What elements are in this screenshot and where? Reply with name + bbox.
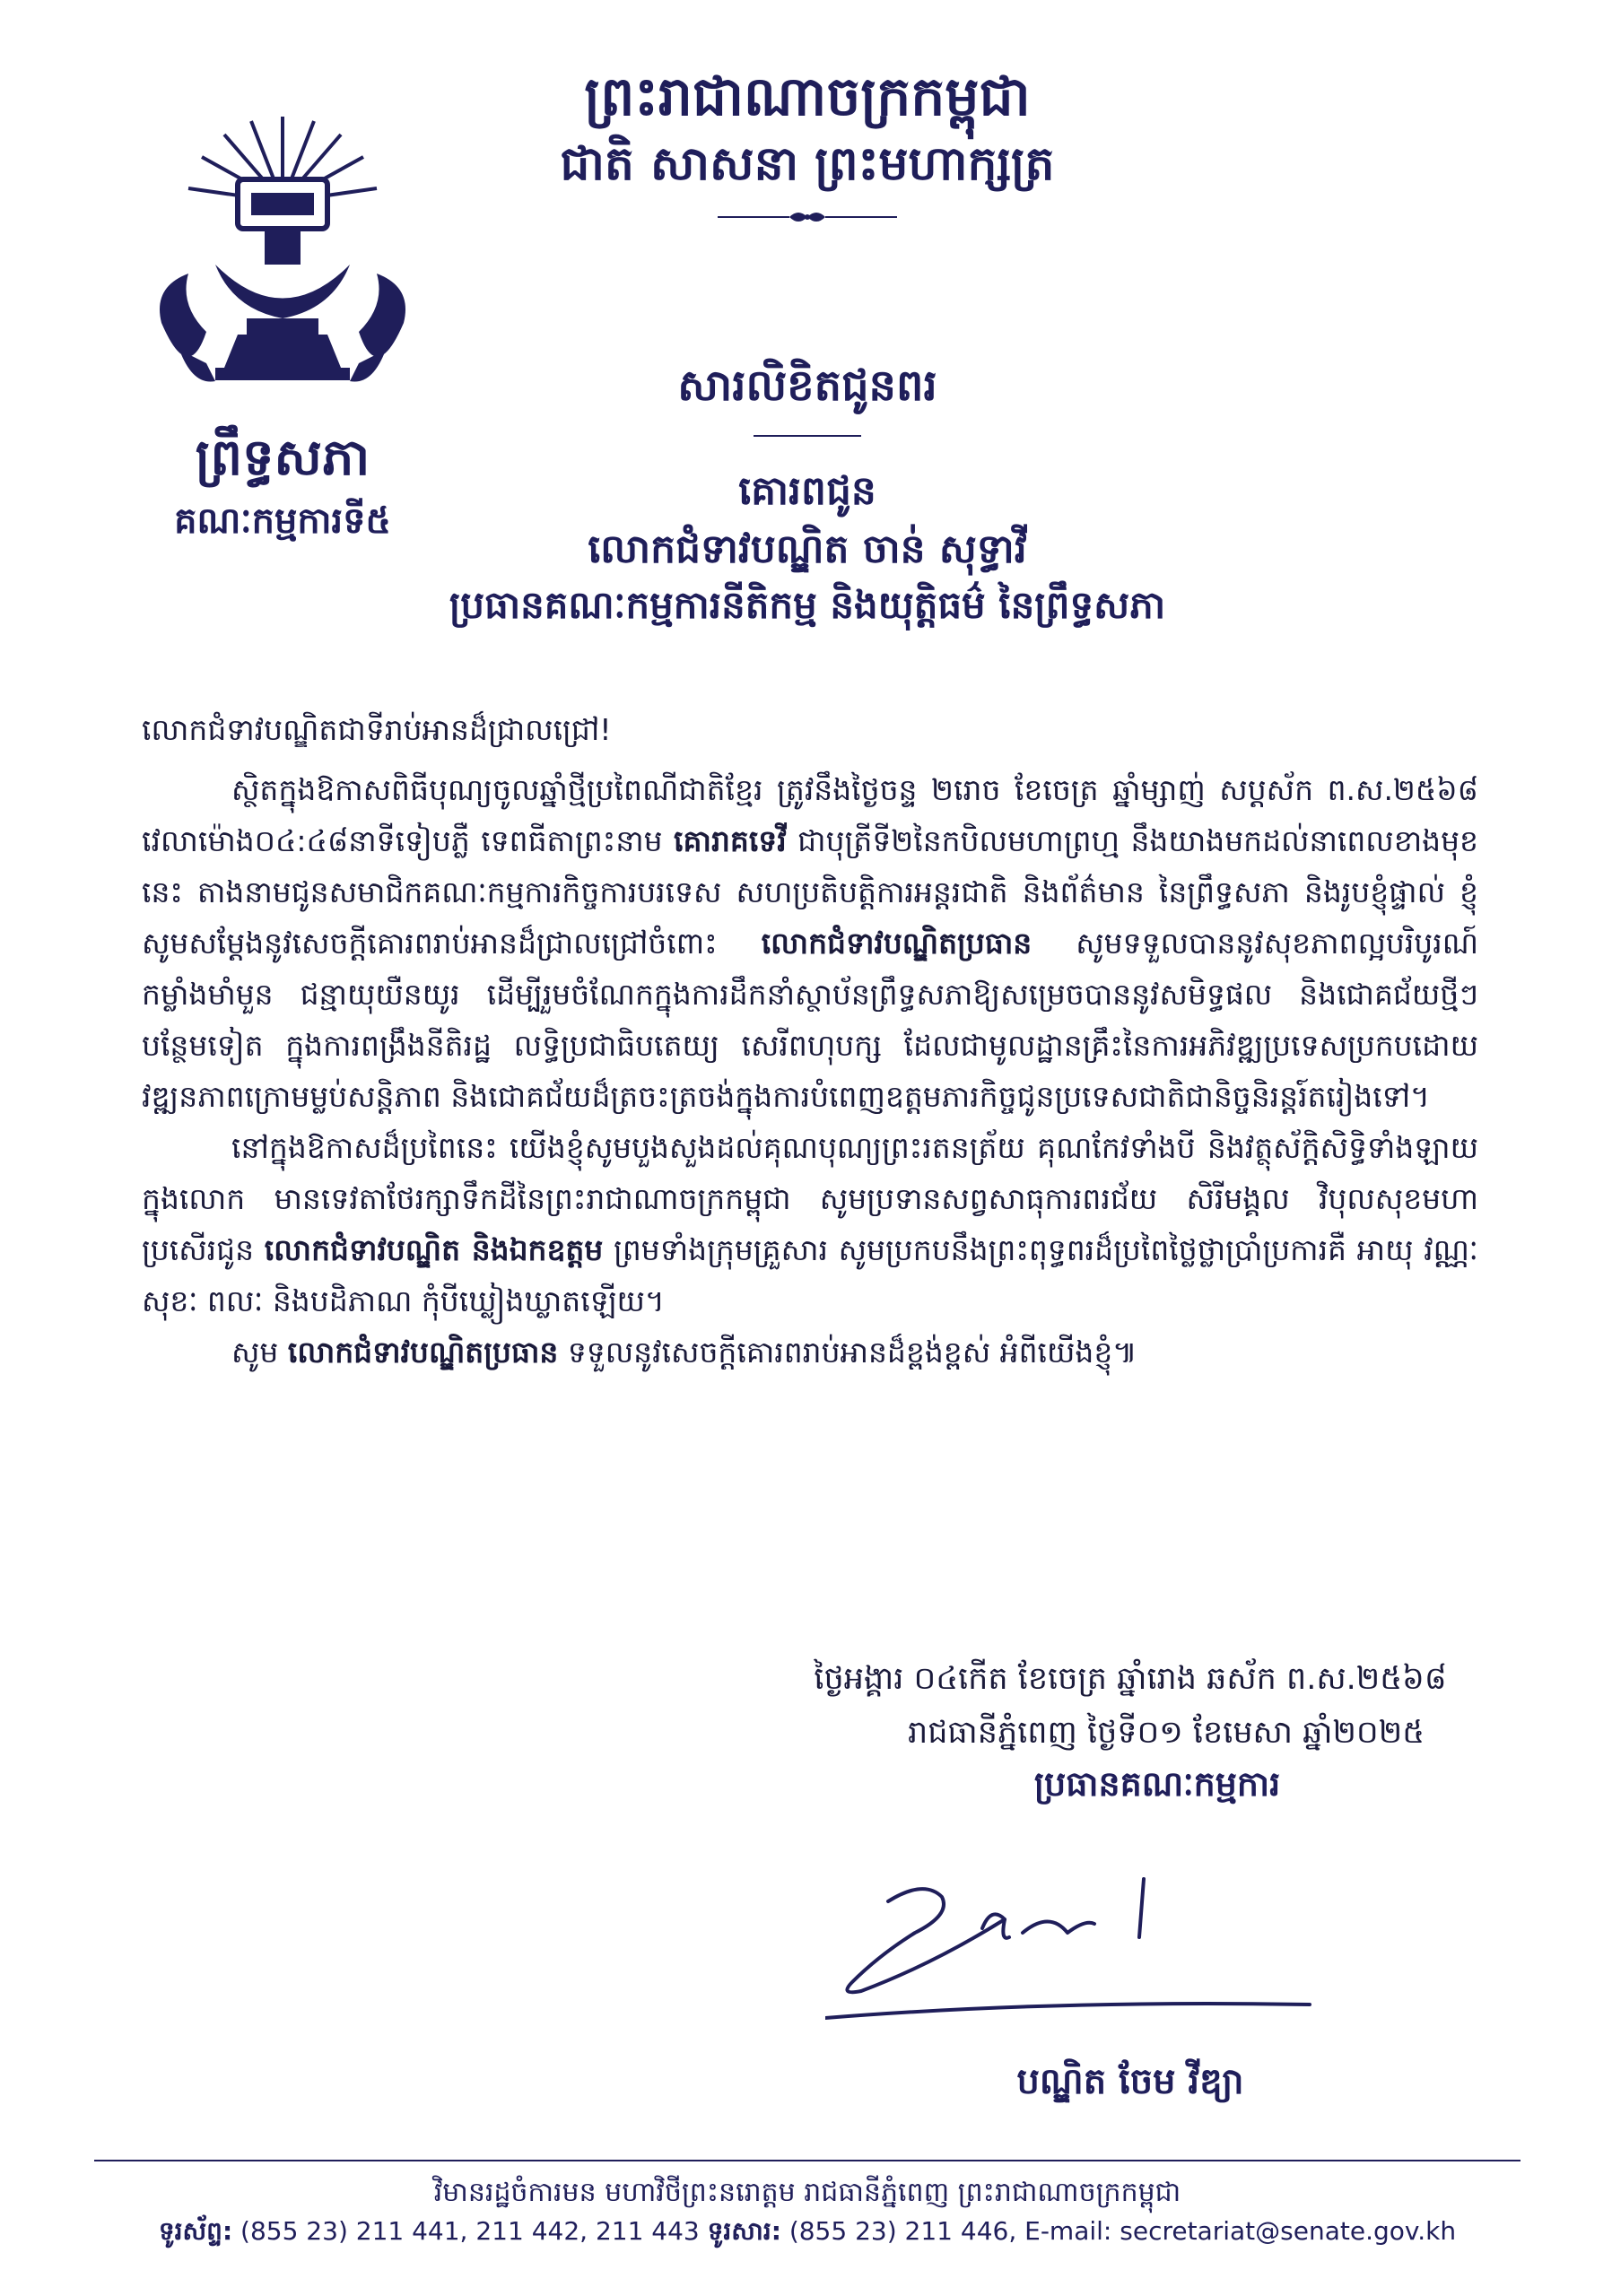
p3-text-c: ទទួលនូវសេចក្តីគោរពរាប់អានដ៏ខ្ពង់ខ្ពស់ អំពីយើងខ្ញុំ៕ — [558, 1335, 1137, 1370]
footer-contact — [135, 2215, 1480, 2252]
handwritten-signature-icon — [825, 1866, 1328, 2027]
document-title: សារលិខិតជូនពរ — [677, 361, 937, 411]
p3-addressee: លោកជំទាវបណ្ឌិតប្រធាន — [287, 1335, 559, 1370]
p3-text-a: សូម — [231, 1335, 288, 1370]
commission-name: គណៈកម្មការទី៥ — [174, 500, 391, 542]
phone-label: ទូរស័ព្ទ: — [158, 2216, 233, 2246]
salutation: លោកជំទាវបណ្ឌិតជាទីរាប់អានដ៏ជ្រាលជ្រៅ! — [142, 712, 612, 747]
paragraph-2 — [142, 1122, 1478, 1326]
place-date: រាជធានីភ្នំពេញ ថ្ងៃទី០១ ខែមេសា ឆ្នាំ២០២៥ — [908, 1715, 1425, 1751]
kingdom-heading: ព្រះរាជាណាចក្រកម្ពុជា — [584, 65, 1031, 128]
paragraph-1 — [142, 764, 1478, 1122]
phone-numbers: (855 23) 211 441, 211 442, 211 443 — [232, 2216, 708, 2246]
recipient-role: ប្រធានគណៈកម្មការនីតិកម្ម និងយុត្តិធម៌ នៃព្រឹទ្ធសភា — [449, 583, 1166, 627]
p1-text-a: ស្ថិតក្នុងឱកាសពិធីបុណ្យចូលឆ្នាំថ្មីប្រពៃណីជាតិខ្មែរ ត្រូវនឹងថ្ងៃចន្ទ ២រោច ខែចេត្រ ឆ្នាំម្សាញ់ សប្តស័ក ព.ស.២៥៦៨ វេលាម៉ោង០៤:៤៨នាទីទៀបភ្លឺ ទេពធីតាព្រះនាម — [142, 772, 1478, 858]
signer-title: ប្រធានគណៈកម្មការ — [1033, 1764, 1281, 1804]
p1-deity-name: គោរាគទេវី — [674, 823, 787, 858]
ornament-divider-icon — [718, 208, 897, 226]
senate-emblem-icon — [152, 117, 413, 404]
addressee-prefix: គោរពជូន — [738, 468, 876, 514]
p1-addressee: លោកជំទាវបណ្ឌិតប្រធាន — [761, 926, 1033, 961]
lunar-date: ថ្ងៃអង្គារ ០៤កើត ខែចេត្រ ឆ្នាំរោង ឆស័ក ព.ស.២៥៦៨ — [814, 1661, 1447, 1697]
p1-text-e: សូមទទួលបាននូវសុខភាពល្អបរិបូរណ៍ កម្លាំងមាំមួន ជន្មាយុយឺនយូរ ដើម្បីរួមចំណែកក្នុងការដឹកនាំស្ថាប័នព្រឹទ្ធសភាឱ្យសម្រេចបាននូវសមិទ្ធផល និងជោគជ័យថ្មីៗបន្ថែមទៀត ក្នុងការពង្រឹងនីតិរដ្ឋ លទ្ធិប្រជាធិបតេយ្យ សេរីពហុបក្ស ដែលជាមូលដ្ឋានគ្រឹះនៃការអភិវឌ្ឍប្រទេសប្រកបដោយវឌ្ឍនភាពក្រោមម្លប់សន្តិភាព និងជោគជ័យដ៏ត្រចះត្រចង់ក្នុងការបំពេញឧត្តមភារកិច្ចជូនប្រទេសជាតិជានិច្ចនិរន្តរ៍តរៀងទៅ។ — [142, 926, 1479, 1114]
recipient-name: លោកជំទាវបណ្ឌិត ចាន់ សុទ្ធាវី — [588, 526, 1027, 572]
fax-label: ទូរសារ: — [707, 2216, 781, 2246]
senate-name: ព្រឹទ្ធសភា — [195, 429, 370, 487]
signer-name: បណ្ឌិត ចែម វីឌ្យា — [1016, 2061, 1244, 2102]
footer-address: វិមានរដ្ឋចំការមន មហាវិថីព្រះនរោត្តម រាជធានីភ្នំពេញ ព្រះរាជាណាចក្រកម្ពុជា — [433, 2177, 1181, 2208]
p1-text-c: ជាបុត្រីទី២នៃកបិលមហាព្រហ្ម នឹងយាងមកដល់នាពេលខាងមុខនេះ តាងនាមជូនសមាជិកគណៈកម្មការកិច្ចការបរទេស សហប្រតិបត្តិការអន្តរជាតិ និងព័ត៌មាន នៃព្រឹទ្ធសភា និងរូបខ្ញុំផ្ទាល់ ខ្ញុំសូមសម្តែងនូវសេចក្តីគោរពរាប់អានដ៏ជ្រាលជ្រៅចំពោះ — [142, 823, 1478, 961]
p2-text-a: នៅក្នុងឱកាសដ៏ប្រពៃនេះ យើងខ្ញុំសូមបួងសួងដល់គុណបុណ្យព្រះរតនត្រ័យ គុណកែវទាំងបី និងវត្ថុស័ក្តិសិទ្ធិទាំងឡាយក្នុងលោក មានទេវតាថែរក្សាទឹកដីនៃព្រះរាជាណាចក្រកម្ពុជា សូមប្រទានសព្វសាធុការពរជ័យ សិរីមង្គល វិបុលសុខមហាប្រសើរជូន — [142, 1130, 1478, 1267]
fax-email: (855 23) 211 446, E-mail: secretariat@senate.gov.kh — [780, 2216, 1457, 2246]
national-motto: ជាតិ សាសនា ព្រះមហាក្សត្រ — [560, 137, 1055, 191]
letter-body — [142, 704, 1478, 1378]
p2-text-c: ព្រមទាំងក្រុមគ្រួសារ សូមប្រកបនឹងព្រះពុទ្ធពរដ៏ប្រពៃថ្លៃថ្លាប្រាំប្រការគឺ អាយុ វណ្ណៈ សុខៈ ពលៈ និងបដិភាណ កុំបីឃ្លៀងឃ្លាតឡើយ។ — [142, 1232, 1478, 1318]
footer-divider — [94, 2160, 1521, 2161]
title-divider — [754, 435, 861, 442]
p2-addressee: លោកជំទាវបណ្ឌិត និងឯកឧត្តម — [264, 1232, 604, 1267]
paragraph-3 — [142, 1326, 1478, 1378]
